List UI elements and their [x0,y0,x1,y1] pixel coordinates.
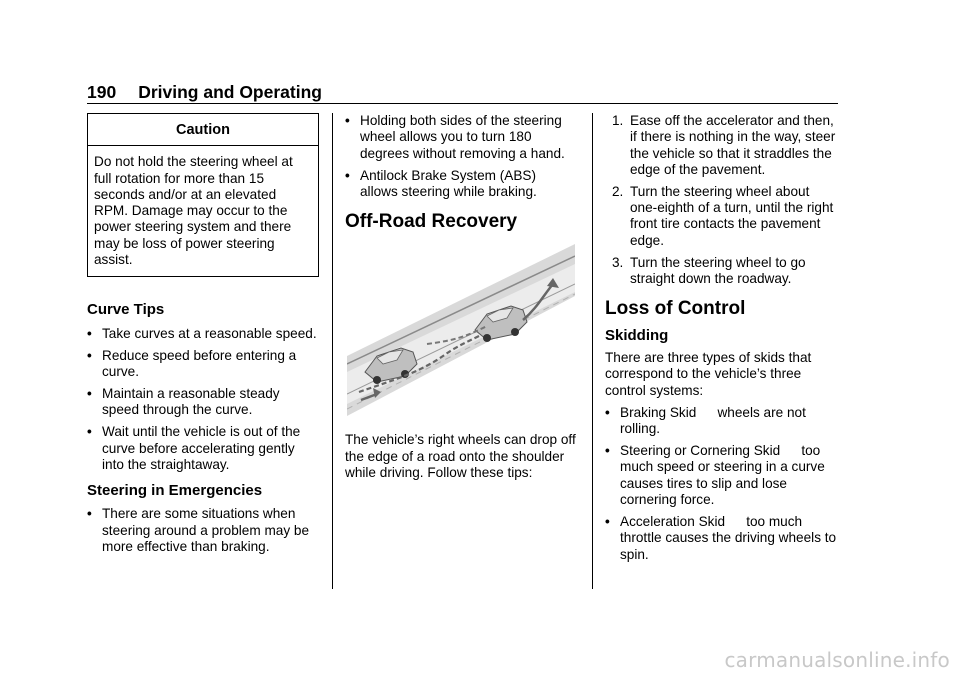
list-item [605,405,837,438]
steering-emergencies-heading: Steering in Emergencies [87,482,263,500]
column-divider [592,113,593,589]
off-road-intro: The vehicle’s right wheels can drop off the edge of a road onto the shoulder while driving. Follow these tips: [345,432,576,481]
steering-emergencies-list-cont [345,113,577,200]
list-item: • Antilock Brake System (ABS) allows steering while braking. [345,168,577,201]
step-text: Turn the steering wheel about one-eighth of a turn, until the right front tire contacts the pavement edge. [630,183,834,248]
list-item [605,443,837,508]
list-item: 3. Turn the steering wheel to go straight down the roadway. [612,254,806,287]
skid-name: Steering or Cornering Skid [620,443,781,459]
caution-text: Do not hold the steering wheel at full rotation for more than 15 seconds and/or at an elevated RPM. Damage may occur to the power steering system and there may be loss of power steering assist. [94,154,293,268]
curve-tips-heading: Curve Tips [87,301,165,319]
column-left [87,113,319,561]
off-road-steps [605,113,837,287]
off-road-recovery-illustration [347,244,575,416]
watermark: carmanualsonline.info [724,648,950,672]
step-text: Ease off the accelerator and then, if there is nothing in the way, steer the vehicle so that it straddles the edge of the pavement. [630,113,836,177]
list-item: • Reduce speed before entering a curve. [87,348,319,381]
skid-desc: too much throttle causes the driving wheels to spin. [620,513,837,562]
caution-box [87,113,319,277]
page-number: 190 [87,82,117,102]
list-item: • There are some situations when steering around a problem may be more effective than braking. [87,506,319,555]
step-text: Turn the steering wheel to go straight down the roadway. [630,254,806,287]
list-item: 2. Turn the steering wheel about one-eighth of a turn, until the right front tire contacts the pavement edge. [612,183,834,248]
off-road-heading: Off-Road Recovery [345,211,518,233]
skid-name: Braking Skid [620,404,697,420]
skidding-heading: Skidding [605,326,669,344]
loss-of-control-heading: Loss of Control [605,298,746,320]
column-right [605,113,837,569]
skid-types-list [605,405,837,563]
skid-desc: wheels are not rolling. [620,404,806,437]
curve-tips-list [87,326,319,473]
column-divider [332,113,333,589]
caution-title: Caution [88,114,318,146]
list-item: • Holding both sides of the steering wheel allows you to turn 180 degrees without removing a hand. [345,113,577,162]
list-item: • Take curves at a reasonable speed. [87,326,319,342]
skidding-intro: There are three types of skids that correspond to the vehicle’s three control systems: [605,349,812,398]
list-item: 1. Ease off the accelerator and then, if there is nothing in the way, steer the vehicle so that it straddles the edge of the pavement. [612,113,836,177]
steering-emergencies-list [87,506,319,555]
skid-name: Acceleration Skid [620,513,726,529]
header-rule [87,103,838,104]
list-item [605,514,837,563]
skid-desc: too much speed or steering in a curve causes tires to slip and lose cornering force. [620,443,825,507]
column-middle [345,113,577,481]
list-item: • Maintain a reasonable steady speed through the curve. [87,386,319,419]
list-item: • Wait until the vehicle is out of the curve before accelerating gently into the straightaway. [87,424,319,473]
page-header [87,82,322,103]
section-title: Driving and Operating [138,82,322,102]
